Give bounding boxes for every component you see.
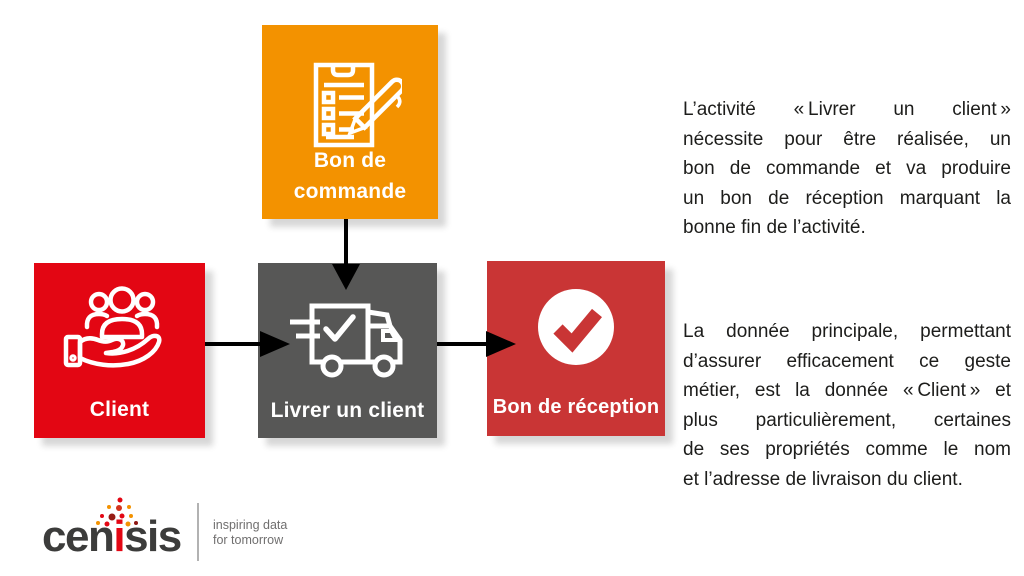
arrow-shaft: [437, 342, 488, 346]
logo-tagline: [213, 518, 287, 548]
arrow-head-icon: [260, 331, 290, 357]
paragraph-data: La donnée principale, permettant d’assurer efficacement ce geste métier, est la donnée « Client » et plus particulièrement, certaines de ses propriétés comme le nom et l’adresse de livraison du client.: [683, 321, 1011, 490]
tagline-line1: inspiring data: [213, 518, 288, 532]
box-label-text: Livrer un client: [270, 399, 425, 422]
logo-text-prefix: cen: [42, 512, 114, 561]
box-label-text: Client: [89, 398, 150, 421]
box-label: [487, 396, 665, 419]
arrow-head-icon: [486, 331, 516, 357]
order-form-icon: [302, 53, 402, 153]
box-client: [34, 263, 205, 438]
arrow-shaft: [344, 219, 348, 267]
box-bon-de-commande: [262, 25, 438, 219]
customer-hand-icon: [60, 281, 180, 383]
box-label: [262, 145, 438, 207]
arrow-head-icon: [332, 264, 360, 290]
delivery-truck-icon: [288, 296, 408, 382]
check-circle-icon: [536, 287, 616, 367]
box-label: [34, 398, 205, 422]
logo-text-accent-i: i: [113, 512, 125, 561]
logo-divider: [197, 503, 199, 561]
box-label: [258, 399, 437, 423]
box-label-line1: Bon de: [313, 149, 387, 172]
box-label-line2: commande: [293, 180, 407, 203]
tagline-line2: for tomorrow: [213, 533, 284, 547]
logo-text-suffix: sis: [124, 512, 181, 561]
box-label-text: Bon de réception: [492, 396, 660, 418]
paragraph-activity: L’activité « Livrer un client » nécessite pour être réalisée, un bon de commande et va produire un bon de réception marquant la bonne fin de l’activité.: [683, 99, 1011, 238]
logo-wordmark: [42, 512, 181, 561]
arrow-shaft: [205, 342, 262, 346]
